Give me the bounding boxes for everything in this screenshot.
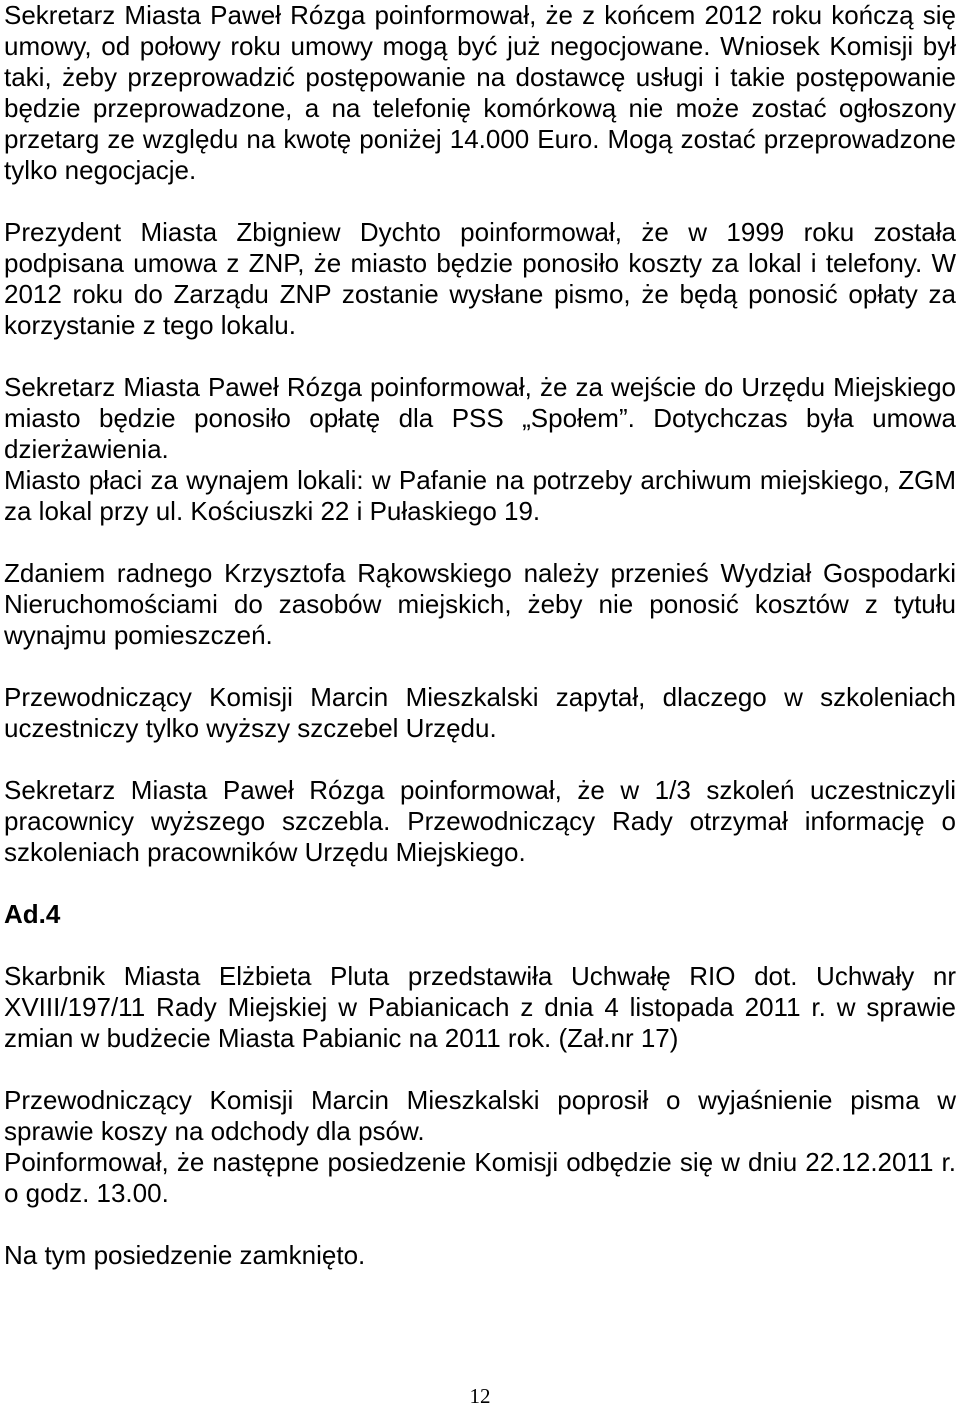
section-heading-ad4: Ad.4: [4, 899, 61, 929]
paragraph-councillor-opinion: Zdaniem radnego Krzysztofa Rąkowskiego należy przenieś Wydział Gospodarki Nieruchomościami do zasobów miejskich, żeby nie ponosić kosztów z tytułu wynajmu pomieszczeń.: [4, 558, 956, 650]
paragraph-meeting-closed: Na tym posiedzenie zamknięto.: [4, 1240, 366, 1270]
document-page: [4, 0, 956, 1271]
page-number: 12: [469, 1384, 491, 1408]
paragraph-znp-agreement: Prezydent Miasta Zbigniew Dychto poinformował, że w 1999 roku została podpisana umowa z ZNP, że miasto będzie ponosiło koszty za lokal i telefony. W 2012 roku do Zarządu ZNP zostanie wysłane pismo, że będą ponosić opłaty za korzystanie z tego lokalu.: [4, 217, 956, 340]
paragraph-next-meeting: Poinformował, że następne posiedzenie Komisji odbędzie się w dniu 22.12.2011 r. o godz. 13.00.: [4, 1147, 956, 1208]
paragraph-training-question: Przewodniczący Komisji Marcin Mieszkalski zapytał, dlaczego w szkoleniach uczestniczy tylko wyższy szczebel Urzędu.: [4, 682, 956, 743]
paragraph-training-answer: Sekretarz Miasta Paweł Rózga poinformował, że w 1/3 szkoleń uczestniczyli pracownicy wyższego szczebla. Przewodniczący Rady otrzymał informację o szkoleniach pracowników Urzędu Miejskiego.: [4, 775, 956, 867]
paragraph-rio-resolution: Skarbnik Miasta Elżbieta Pluta przedstawiła Uchwałę RIO dot. Uchwały nr XVIII/197/11 Rady Miejskiej w Pabianicach z dnia 4 listopada 2011 r. w sprawie zmian w budżecie Miasta Pabianic na 2011 rok. (Zał.nr 17): [4, 961, 956, 1053]
paragraph-dog-waste-bins: Przewodniczący Komisji Marcin Mieszkalski poprosił o wyjaśnienie pisma w sprawie koszy na odchody dla psów.: [4, 1085, 956, 1146]
paragraph-telephony-contracts: Sekretarz Miasta Paweł Rózga poinformował, że z końcem 2012 roku kończą się umowy, od połowy roku umowy mogą być już negocjowane. Wniosek Komisji był taki, żeby przeprowadzić postępowanie na dostawcę usługi i takie postępowanie będzie przeprowadzone, a na telefonię komórkową nie może zostać ogłoszony przetarg ze względu na kwotę poniżej 14.000 Euro. Mogą zostać przeprowadzone tylko negocjacje.: [4, 0, 956, 185]
paragraph-rented-premises: Miasto płaci za wynajem lokali: w Pafanie na potrzeby archiwum miejskiego, ZGM za lokal przy ul. Kościuszki 22 i Pułaskiego 19.: [4, 465, 956, 526]
paragraph-pss-spolem: Sekretarz Miasta Paweł Rózga poinformował, że za wejście do Urzędu Miejskiego miasto będzie ponosiło opłatę dla PSS „Społem”. Dotychczas była umowa dzierżawienia.: [4, 372, 956, 464]
